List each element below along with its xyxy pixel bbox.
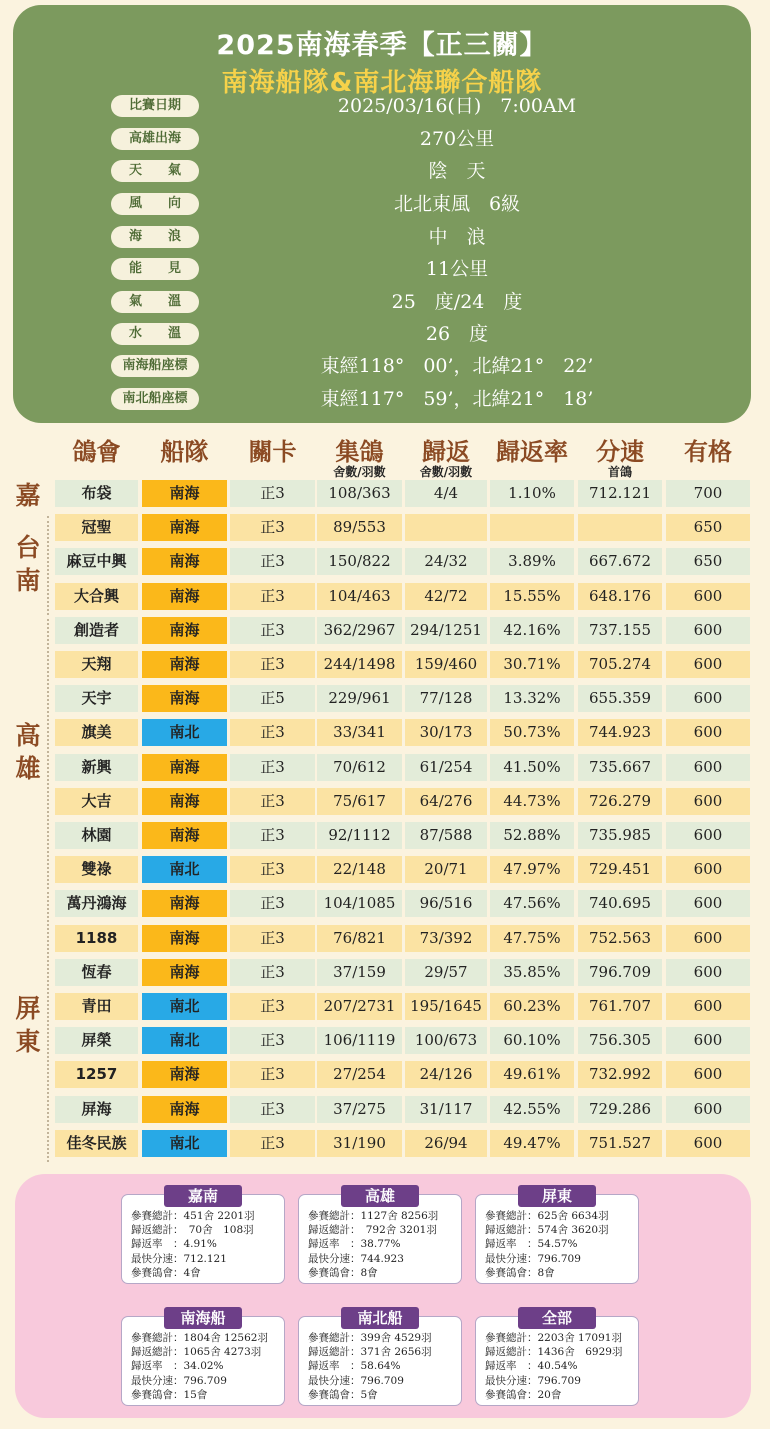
table-row [0, 685, 770, 712]
info-row [13, 383, 751, 415]
stage-cell: 正3 [230, 1096, 315, 1123]
collected-cell: 31/190 [317, 1130, 402, 1157]
collected-cell: 106/1119 [317, 1027, 402, 1054]
prize-cell: 600 [666, 788, 750, 815]
prize-cell: 600 [666, 1096, 750, 1123]
table-row [0, 959, 770, 986]
speed-cell: 705.274 [578, 651, 662, 678]
summary-line: 歸返率 ：34.02% [131, 1360, 224, 1373]
info-value: 中 浪 [428, 226, 486, 248]
returned-cell: 73/392 [405, 925, 487, 952]
team-cell: 南海 [142, 1096, 227, 1123]
table-row [0, 583, 770, 610]
info-label: 風 向 [111, 193, 199, 215]
return-rate-cell: 35.85% [490, 959, 574, 986]
club-cell: 冠聖 [55, 514, 138, 541]
club-cell: 創造者 [55, 617, 138, 644]
summary-title: 屏東 [518, 1185, 596, 1207]
summary-line: 最快分速：796.709 [485, 1374, 581, 1387]
speed-cell [578, 514, 662, 541]
summary-title: 高雄 [341, 1185, 419, 1207]
speed-cell: 648.176 [578, 583, 662, 610]
stage-cell: 正3 [230, 925, 315, 952]
summary-line: 歸返總計： 70舍 108羽 [131, 1224, 254, 1237]
info-value: 25 度/24 度 [391, 291, 523, 313]
team-cell: 南海 [142, 651, 227, 678]
header-prize: 有格 [684, 438, 732, 466]
table-row [0, 1027, 770, 1054]
returned-cell: 96/516 [405, 890, 487, 917]
summary-panel [15, 1174, 751, 1418]
return-rate-cell: 52.88% [490, 822, 574, 849]
return-rate-cell: 49.61% [490, 1061, 574, 1088]
club-cell: 1257 [55, 1061, 138, 1088]
prize-cell: 600 [666, 1027, 750, 1054]
summary-line: 最快分速：744.923 [308, 1252, 404, 1265]
club-cell: 大吉 [55, 788, 138, 815]
table-row [0, 719, 770, 746]
team-cell: 南海 [142, 480, 227, 507]
collected-cell: 89/553 [317, 514, 402, 541]
info-row [13, 350, 751, 382]
info-label: 天 氣 [111, 160, 199, 182]
speed-cell: 712.121 [578, 480, 662, 507]
info-label: 海 浪 [111, 226, 199, 248]
summary-box [475, 1309, 639, 1406]
subheader-collected: 舍數/羽數 [333, 465, 386, 479]
club-cell: 林園 [55, 822, 138, 849]
collected-cell: 37/275 [317, 1096, 402, 1123]
info-label: 氣 溫 [111, 291, 199, 313]
stage-cell: 正5 [230, 685, 315, 712]
info-value: 北北東風 6級 [393, 193, 521, 215]
info-value: 270公里 [419, 128, 495, 150]
prize-cell: 600 [666, 890, 750, 917]
subheader-returned: 舍數/羽數 [419, 465, 473, 479]
return-rate-cell: 42.55% [490, 1096, 574, 1123]
summary-line: 參賽鴿會：4會 [131, 1266, 201, 1279]
team-cell: 南北 [142, 993, 227, 1020]
team-cell: 南海 [142, 1061, 227, 1088]
summary-box [475, 1187, 639, 1284]
header-speed: 分速 [596, 438, 644, 466]
table-row [0, 890, 770, 917]
header-stage: 關卡 [248, 438, 297, 466]
speed-cell: 729.451 [578, 856, 662, 883]
return-rate-cell [490, 514, 574, 541]
return-rate-cell: 60.10% [490, 1027, 574, 1054]
team-cell: 南海 [142, 890, 227, 917]
stage-cell: 正3 [230, 651, 315, 678]
prize-cell: 600 [666, 583, 750, 610]
summary-line: 參賽總計：2203舍 17091羽 [485, 1332, 622, 1344]
summary-line: 最快分速：796.709 [131, 1374, 227, 1387]
club-cell: 1188 [55, 925, 138, 952]
team-cell: 南海 [142, 548, 227, 575]
summary-line: 參賽總計：1127舍 8256羽 [308, 1210, 439, 1222]
info-row [13, 188, 751, 220]
summary-line: 歸返總計： 792舍 3201羽 [308, 1224, 437, 1237]
summary-line: 歸返率 ：38.77% [308, 1238, 401, 1251]
club-cell: 天宇 [55, 685, 138, 712]
stage-cell: 正3 [230, 480, 315, 507]
club-cell: 大合興 [55, 583, 138, 610]
prize-cell: 600 [666, 754, 750, 781]
summary-line: 歸返總計：371舍 2656羽 [308, 1346, 432, 1359]
table-row [0, 480, 770, 507]
returned-cell: 294/1251 [405, 617, 487, 644]
team-cell: 南北 [142, 719, 227, 746]
summary-box [298, 1309, 462, 1406]
club-cell: 雙祿 [55, 856, 138, 883]
prize-cell: 600 [666, 1130, 750, 1157]
summary-line: 歸返總計：1065舍 4273羽 [131, 1346, 262, 1359]
speed-cell: 732.992 [578, 1061, 662, 1088]
club-cell: 恆春 [55, 959, 138, 986]
return-rate-cell: 13.32% [490, 685, 574, 712]
collected-cell: 76/821 [317, 925, 402, 952]
region-label: 屏 東 [15, 994, 41, 1056]
summary-line: 參賽總計：625舍 6634羽 [485, 1210, 609, 1222]
collected-cell: 22/148 [317, 856, 402, 883]
info-label: 南海船座標 [111, 355, 199, 377]
prize-cell: 600 [666, 993, 750, 1020]
summary-line: 參賽鴿會：20會 [485, 1388, 562, 1401]
return-rate-cell: 47.75% [490, 925, 574, 952]
table-row [0, 1130, 770, 1157]
stage-cell: 正3 [230, 1027, 315, 1054]
table-row [0, 856, 770, 883]
info-row [13, 90, 751, 122]
info-row [13, 155, 751, 187]
collected-cell: 33/341 [317, 719, 402, 746]
collected-cell: 75/617 [317, 788, 402, 815]
club-cell: 青田 [55, 993, 138, 1020]
return-rate-cell: 1.10% [490, 480, 574, 507]
info-row [13, 221, 751, 253]
table-row [0, 1096, 770, 1123]
collected-cell: 104/1085 [317, 890, 402, 917]
club-cell: 麻豆中興 [55, 548, 138, 575]
table-column-headers [0, 432, 770, 480]
speed-cell: 744.923 [578, 719, 662, 746]
summary-title: 南北船 [341, 1307, 419, 1329]
club-cell: 布袋 [55, 480, 138, 507]
summary-box [121, 1309, 285, 1406]
stage-cell: 正3 [230, 1130, 315, 1157]
speed-cell: 726.279 [578, 788, 662, 815]
info-row [13, 318, 751, 350]
info-value: 東經117° 59’，北緯21° 18’ [320, 388, 594, 410]
summary-box [298, 1187, 462, 1284]
return-rate-cell: 47.56% [490, 890, 574, 917]
return-rate-cell: 49.47% [490, 1130, 574, 1157]
summary-line: 參賽鴿會：8會 [308, 1266, 378, 1279]
header-return-rate: 歸返率 [496, 438, 568, 466]
info-row [13, 123, 751, 155]
team-cell: 南北 [142, 1130, 227, 1157]
region-divider [47, 619, 49, 889]
table-row [0, 822, 770, 849]
region-label: 高 雄 [15, 721, 41, 783]
team-cell: 南海 [142, 754, 227, 781]
return-rate-cell: 44.73% [490, 788, 574, 815]
info-value: 11公里 [425, 258, 489, 280]
speed-cell: 655.359 [578, 685, 662, 712]
returned-cell: 87/588 [405, 822, 487, 849]
speed-cell: 752.563 [578, 925, 662, 952]
prize-cell: 700 [666, 480, 750, 507]
team-cell: 南海 [142, 685, 227, 712]
team-cell: 南海 [142, 959, 227, 986]
club-cell: 屏海 [55, 1096, 138, 1123]
speed-cell: 729.286 [578, 1096, 662, 1123]
returned-cell: 31/117 [405, 1096, 487, 1123]
club-cell: 新興 [55, 754, 138, 781]
club-cell: 佳冬民族 [55, 1130, 138, 1157]
returned-cell: 4/4 [405, 480, 487, 507]
header-club: 鴿會 [72, 438, 121, 466]
header-collected: 集鴿 [335, 438, 384, 466]
team-cell: 南海 [142, 617, 227, 644]
table-row [0, 617, 770, 644]
table-row [0, 754, 770, 781]
speed-cell: 735.985 [578, 822, 662, 849]
stage-cell: 正3 [230, 890, 315, 917]
return-rate-cell: 42.16% [490, 617, 574, 644]
summary-line: 最快分速：796.709 [485, 1252, 581, 1265]
return-rate-cell: 60.23% [490, 993, 574, 1020]
speed-cell: 796.709 [578, 959, 662, 986]
collected-cell: 104/463 [317, 583, 402, 610]
collected-cell: 362/2967 [317, 617, 402, 644]
return-rate-cell: 50.73% [490, 719, 574, 746]
speed-cell: 751.527 [578, 1130, 662, 1157]
speed-cell: 735.667 [578, 754, 662, 781]
returned-cell [405, 514, 487, 541]
table-row [0, 788, 770, 815]
table-row [0, 1061, 770, 1088]
collected-cell: 70/612 [317, 754, 402, 781]
club-cell: 旗美 [55, 719, 138, 746]
table-row [0, 993, 770, 1020]
prize-cell: 600 [666, 719, 750, 746]
returned-cell: 20/71 [405, 856, 487, 883]
prize-cell: 600 [666, 651, 750, 678]
prize-cell: 600 [666, 822, 750, 849]
prize-cell: 600 [666, 959, 750, 986]
summary-line: 參賽鴿會：5會 [308, 1388, 378, 1401]
region-divider [47, 516, 49, 615]
summary-line: 最快分速：796.709 [308, 1374, 404, 1387]
info-label: 南北船座標 [111, 388, 199, 410]
collected-cell: 207/2731 [317, 993, 402, 1020]
prize-cell: 600 [666, 1061, 750, 1088]
club-cell: 天翔 [55, 651, 138, 678]
stage-cell: 正3 [230, 719, 315, 746]
summary-line: 參賽鴿會：15會 [131, 1388, 208, 1401]
returned-cell: 26/94 [405, 1130, 487, 1157]
table-row [0, 514, 770, 541]
returned-cell: 30/173 [405, 719, 487, 746]
club-cell: 屏榮 [55, 1027, 138, 1054]
collected-cell: 37/159 [317, 959, 402, 986]
returned-cell: 195/1645 [405, 993, 487, 1020]
team-cell: 南海 [142, 788, 227, 815]
return-rate-cell: 41.50% [490, 754, 574, 781]
race-info-panel [13, 5, 751, 423]
prize-cell: 600 [666, 685, 750, 712]
summary-line: 參賽鴿會：8會 [485, 1266, 555, 1279]
stage-cell: 正3 [230, 1061, 315, 1088]
prize-cell: 600 [666, 856, 750, 883]
collected-cell: 92/1112 [317, 822, 402, 849]
summary-line: 歸返總計：574舍 3620羽 [485, 1224, 609, 1237]
stage-cell: 正3 [230, 754, 315, 781]
info-value: 東經118° 00’，北緯21° 22’ [320, 355, 594, 377]
summary-box [121, 1187, 285, 1284]
team-cell: 南北 [142, 856, 227, 883]
team-cell: 南北 [142, 1027, 227, 1054]
speed-cell: 737.155 [578, 617, 662, 644]
header-team: 船隊 [160, 438, 209, 466]
table-row [0, 925, 770, 952]
info-label: 水 溫 [111, 323, 199, 345]
info-label: 比賽日期 [111, 95, 199, 117]
collected-cell: 229/961 [317, 685, 402, 712]
region-divider [47, 892, 49, 1162]
summary-line: 歸返總計：1436舍 6929羽 [485, 1346, 623, 1359]
return-rate-cell: 3.89% [490, 548, 574, 575]
subheader-speed: 首鴿 [607, 465, 632, 479]
info-label: 高雄出海 [111, 128, 199, 150]
summary-line: 最快分速：712.121 [131, 1252, 227, 1265]
summary-line: 歸返率 ：4.91% [131, 1238, 217, 1251]
team-cell: 南海 [142, 925, 227, 952]
returned-cell: 24/126 [405, 1061, 487, 1088]
summary-line: 歸返率 ：58.64% [308, 1360, 401, 1373]
prize-cell: 600 [666, 617, 750, 644]
info-label: 能 見 [111, 258, 199, 280]
returned-cell: 159/460 [405, 651, 487, 678]
summary-line: 參賽總計：399舍 4529羽 [308, 1332, 432, 1344]
speed-cell: 740.695 [578, 890, 662, 917]
region-label: 嘉 [15, 480, 41, 510]
returned-cell: 64/276 [405, 788, 487, 815]
table-row [0, 548, 770, 575]
collected-cell: 244/1498 [317, 651, 402, 678]
prize-cell: 650 [666, 514, 750, 541]
summary-title: 嘉南 [164, 1185, 242, 1207]
stage-cell: 正3 [230, 583, 315, 610]
summary-line: 參賽總計：451舍 2201羽 [131, 1210, 255, 1222]
team-cell: 南海 [142, 822, 227, 849]
prize-cell: 650 [666, 548, 750, 575]
summary-line: 歸返率 ：40.54% [485, 1360, 578, 1373]
stage-cell: 正3 [230, 856, 315, 883]
region-label: 台 南 [15, 532, 41, 595]
race-subtitle: 南海船隊&南北海聯合船隊 [221, 68, 543, 98]
summary-line: 歸返率 ：54.57% [485, 1238, 578, 1251]
info-value: 26 度 [425, 323, 489, 345]
return-rate-cell: 15.55% [490, 583, 574, 610]
table-row [0, 651, 770, 678]
team-cell: 南海 [142, 583, 227, 610]
info-row [13, 286, 751, 318]
stage-cell: 正3 [230, 959, 315, 986]
stage-cell: 正3 [230, 993, 315, 1020]
returned-cell: 29/57 [405, 959, 487, 986]
returned-cell: 24/32 [405, 548, 487, 575]
team-cell: 南海 [142, 514, 227, 541]
speed-cell: 756.305 [578, 1027, 662, 1054]
return-rate-cell: 47.97% [490, 856, 574, 883]
club-cell: 萬丹鴻海 [55, 890, 138, 917]
race-title: 2025南海春季【正三關】 [216, 30, 548, 61]
returned-cell: 77/128 [405, 685, 487, 712]
collected-cell: 108/363 [317, 480, 402, 507]
stage-cell: 正3 [230, 548, 315, 575]
info-value: 陰 天 [428, 160, 486, 182]
summary-title: 南海船 [164, 1307, 242, 1329]
stage-cell: 正3 [230, 514, 315, 541]
prize-cell: 600 [666, 925, 750, 952]
stage-cell: 正3 [230, 788, 315, 815]
info-row [13, 253, 751, 285]
speed-cell: 761.707 [578, 993, 662, 1020]
stage-cell: 正3 [230, 822, 315, 849]
summary-title: 全部 [518, 1307, 596, 1329]
summary-line: 參賽總計：1804舍 12562羽 [131, 1332, 268, 1344]
stage-cell: 正3 [230, 617, 315, 644]
info-value: 2025/03/16(日) 7:00AM [337, 95, 577, 117]
returned-cell: 61/254 [405, 754, 487, 781]
returned-cell: 42/72 [405, 583, 487, 610]
speed-cell: 667.672 [578, 548, 662, 575]
return-rate-cell: 30.71% [490, 651, 574, 678]
collected-cell: 150/822 [317, 548, 402, 575]
returned-cell: 100/673 [405, 1027, 487, 1054]
header-returned: 歸返 [422, 438, 470, 466]
collected-cell: 27/254 [317, 1061, 402, 1088]
